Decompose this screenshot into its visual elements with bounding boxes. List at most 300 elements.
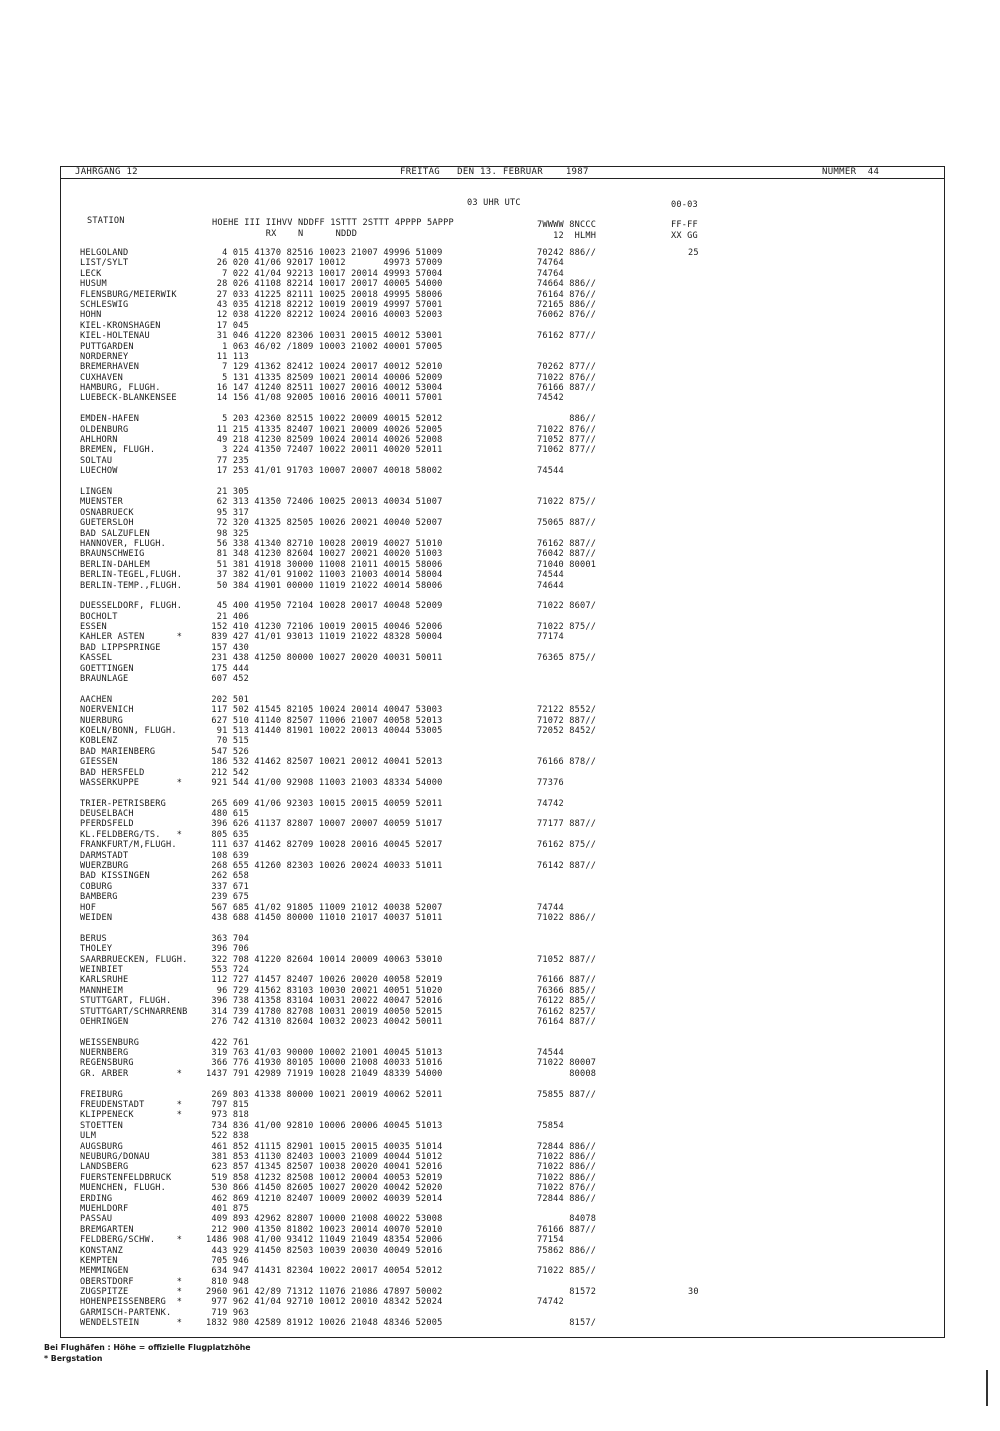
station-data: 422 761 xyxy=(206,1037,249,1048)
gust-value xyxy=(688,1142,699,1152)
weather-groups: 75862 886// xyxy=(537,1245,597,1256)
gust-value xyxy=(688,529,699,539)
station-data: 734 836 41/00 92810 10006 20006 40045 51013 xyxy=(206,1120,443,1131)
station-name: KEMPTEN xyxy=(80,1255,118,1266)
station-data: 262 658 xyxy=(206,871,249,882)
gust-value xyxy=(688,560,699,570)
station-name: HELGOLAND xyxy=(80,248,129,258)
station-data xyxy=(206,591,442,601)
station-data: 461 852 41115 82901 10015 20015 40035 51014 xyxy=(206,1141,443,1152)
gust-value xyxy=(688,684,699,694)
station-data: 1 063 46/02 /1809 10003 21002 40001 57005 xyxy=(206,341,443,352)
weather-groups: 886// xyxy=(537,414,597,425)
weather-groups xyxy=(537,871,596,881)
weather-groups: 81572 xyxy=(537,1287,597,1298)
gust-value xyxy=(688,1183,699,1193)
station-data: 175 444 xyxy=(206,663,249,674)
station-name: MUEHLDORF xyxy=(80,1203,129,1214)
gust-value xyxy=(688,622,699,632)
weather-groups: 76164 887// xyxy=(537,1016,597,1027)
weather-groups: 71022 876// xyxy=(537,372,597,383)
weather-groups xyxy=(537,1027,596,1037)
weather-groups: 8157/ xyxy=(537,1318,597,1329)
station-data: 337 671 xyxy=(206,881,249,892)
gust-value xyxy=(688,1235,699,1245)
station-name: NOERVENICH xyxy=(80,705,134,716)
gust-value xyxy=(688,1246,699,1256)
station-name: WEISSENBURG xyxy=(80,1037,140,1048)
station-name: KOBLENZ xyxy=(80,736,118,747)
station-name: OSNABRUECK xyxy=(80,507,134,518)
station-name: STUTTGART, FLUGH. xyxy=(80,996,172,1007)
footnote-mountain-station: * Bergstation xyxy=(44,1354,103,1363)
gust-value xyxy=(688,279,699,289)
station-data: 438 688 41450 80000 11010 21017 40037 51011 xyxy=(206,913,443,923)
gust-value xyxy=(688,882,699,892)
station-name: HAMBURG, FLUGH. xyxy=(80,383,161,394)
weather-groups: 74544 xyxy=(537,1048,564,1059)
station-data: 265 609 41/06 92303 10015 20015 40059 52011 xyxy=(206,798,443,809)
station-name: BREMEN, FLUGH. xyxy=(80,445,156,456)
station-name: MUENCHEN, FLUGH. xyxy=(80,1183,166,1194)
gust-value xyxy=(688,1308,699,1318)
station-data: 839 427 41/01 93013 11019 21022 48328 50004 xyxy=(206,632,443,643)
station-data: 14 156 41/08 92005 10016 20016 40011 57001 xyxy=(206,393,443,404)
weather-groups xyxy=(537,1204,596,1214)
weather-groups xyxy=(537,643,596,653)
station-data xyxy=(206,923,442,933)
weather-groups: 71022 886// xyxy=(537,1172,597,1183)
station-name xyxy=(80,1079,187,1089)
station-column xyxy=(80,248,187,1329)
station-name: AUGSBURG xyxy=(80,1141,123,1152)
station-data: 95 317 xyxy=(206,507,249,518)
gust-value xyxy=(688,809,699,819)
gust-value xyxy=(688,362,699,372)
station-name: BERLIN-TEGEL,FLUGH. xyxy=(80,570,183,581)
header-rule xyxy=(60,178,944,179)
gust-value xyxy=(688,300,699,310)
gust-value xyxy=(688,986,699,996)
weather-groups xyxy=(537,1256,596,1266)
gust-value xyxy=(688,757,699,767)
station-name: OEHRINGEN xyxy=(80,1016,129,1027)
station-name: ZUGSPITZE * xyxy=(80,1287,183,1298)
gust-value xyxy=(688,1079,699,1089)
weather-column xyxy=(537,248,596,1329)
gust-value xyxy=(688,892,699,902)
station-data: 56 338 41340 82710 10028 20019 40027 51010 xyxy=(206,538,443,549)
station-name: BOCHOLT xyxy=(80,611,118,622)
data-heading-line2: RX N NDDD xyxy=(212,229,358,239)
weather-groups xyxy=(537,747,596,757)
weather-groups: 75855 887// xyxy=(537,1089,597,1100)
weather-groups xyxy=(537,487,596,497)
station-name: WEIDEN xyxy=(80,913,113,923)
weather-groups xyxy=(537,809,596,819)
gust-value xyxy=(688,1214,699,1224)
weather-groups: 71022 886// xyxy=(537,1151,597,1162)
station-name: LUECHOW xyxy=(80,466,118,477)
weather-groups: 76164 876// xyxy=(537,289,597,300)
station-data: 45 400 41950 72104 10028 20017 40048 52009 xyxy=(206,601,443,612)
weather-groups xyxy=(537,321,596,331)
gust-value xyxy=(688,1038,699,1048)
station-data: 70 515 xyxy=(206,736,249,747)
station-name xyxy=(80,404,187,414)
weather-groups xyxy=(537,612,596,622)
station-data: 7 129 41362 82412 10024 20017 40012 52010 xyxy=(206,362,443,373)
gust-value xyxy=(688,736,699,746)
station-name xyxy=(80,923,187,933)
gust-value xyxy=(688,664,699,674)
weather-groups xyxy=(537,352,596,362)
header-date: FREITAG DEN 13. FEBRUAR 1987 xyxy=(400,167,589,177)
station-data: 409 893 42962 82807 10000 21008 40022 53008 xyxy=(206,1214,443,1225)
gust-value xyxy=(688,269,699,279)
station-name: LINGEN xyxy=(80,486,113,497)
weather-heading-line1: 7WWWW 8NCCC xyxy=(537,220,597,230)
weather-groups: 71022 886// xyxy=(537,1162,597,1173)
gust-value xyxy=(688,695,699,705)
weather-groups xyxy=(537,1038,596,1048)
weather-groups: 76166 887// xyxy=(537,383,597,394)
gust-value xyxy=(688,1058,699,1068)
station-data: 21 305 xyxy=(206,486,249,497)
station-name: BREMGARTEN xyxy=(80,1224,134,1235)
station-data: 152 410 41230 72106 10019 20015 40046 52006 xyxy=(206,622,443,633)
weather-groups: 71022 80007 xyxy=(537,1058,597,1069)
station-data: 268 655 41260 82303 10026 20024 40033 51011 xyxy=(206,861,443,872)
gust-value xyxy=(688,1121,699,1131)
station-data xyxy=(206,684,442,694)
station-name: BAD KISSINGEN xyxy=(80,871,150,882)
station-data: 1832 980 42589 81912 10026 21048 48346 52005 xyxy=(206,1318,443,1329)
station-name: REGENSBURG xyxy=(80,1058,134,1069)
station-name: NUERNBERG xyxy=(80,1048,129,1059)
gust-value xyxy=(688,1173,699,1183)
station-name xyxy=(80,591,187,601)
weather-groups: 71062 877// xyxy=(537,445,597,456)
gust-value xyxy=(688,871,699,881)
station-name: BAD SALZUFLEN xyxy=(80,528,150,539)
station-data: 212 900 41350 81802 10023 20014 40070 52010 xyxy=(206,1224,443,1235)
station-data: 3 224 41350 72407 10022 20011 40020 52011 xyxy=(206,445,443,456)
weather-groups: 84078 xyxy=(537,1214,597,1225)
gust-value xyxy=(688,788,699,798)
station-data: 462 869 41210 82407 10009 20002 40039 52014 xyxy=(206,1193,443,1204)
station-name xyxy=(80,1027,187,1037)
station-name: MEMMINGEN xyxy=(80,1266,129,1277)
weather-groups: 74764 xyxy=(537,268,564,279)
station-name: BAMBERG xyxy=(80,892,118,903)
weather-groups xyxy=(537,965,596,975)
header-volume: JAHRGANG 12 xyxy=(75,167,138,177)
weather-groups xyxy=(537,591,596,601)
gust-value xyxy=(688,1194,699,1204)
gust-heading-line1: FF-FF xyxy=(671,220,698,230)
gust-value xyxy=(688,549,699,559)
gust-value xyxy=(688,1131,699,1141)
station-data: 401 875 xyxy=(206,1203,249,1214)
weather-groups: 71040 80001 xyxy=(537,559,597,570)
station-name: AHLHORN xyxy=(80,435,118,446)
station-data: 443 929 41450 82503 10039 20030 40049 52016 xyxy=(206,1245,443,1256)
gust-value xyxy=(688,497,699,507)
station-data xyxy=(206,788,442,798)
station-name: KAHLER ASTEN * xyxy=(80,632,183,643)
gust-value xyxy=(688,975,699,985)
station-data: 522 838 xyxy=(206,1131,249,1142)
report-frame xyxy=(60,166,945,1338)
station-data: 805 635 xyxy=(206,829,249,840)
gust-value xyxy=(688,581,699,591)
station-data: 314 739 41780 82708 10031 20019 40050 52015 xyxy=(206,1006,443,1017)
gust-value xyxy=(688,1162,699,1172)
station-name xyxy=(80,684,187,694)
observation-data-column xyxy=(206,248,442,1329)
gust-value xyxy=(688,861,699,871)
station-data: 108 639 xyxy=(206,850,249,861)
station-data: 381 853 41130 82403 10003 21009 40044 51012 xyxy=(206,1151,443,1162)
gust-value: 25 xyxy=(688,248,699,258)
gust-value xyxy=(688,352,699,362)
weather-groups: 71022 876// xyxy=(537,424,597,435)
station-data: 27 033 41225 82111 10025 20018 49995 58006 xyxy=(206,289,443,300)
station-name: SOLTAU xyxy=(80,455,113,466)
station-data: 12 038 41220 82212 10024 20016 40003 52003 xyxy=(206,310,443,321)
station-data: 276 742 41310 82604 10032 20023 40042 50011 xyxy=(206,1016,443,1027)
weather-groups xyxy=(537,529,596,539)
station-data: 49 218 41230 82509 10024 20014 40026 52008 xyxy=(206,435,443,446)
weather-groups xyxy=(537,1110,596,1120)
station-data xyxy=(206,1027,442,1037)
gust-value xyxy=(688,414,699,424)
station-name: GIESSEN xyxy=(80,757,118,768)
gust-value xyxy=(688,591,699,601)
weather-groups: 76162 875// xyxy=(537,840,597,851)
gust-value xyxy=(688,331,699,341)
station-name: KARLSRUHE xyxy=(80,975,129,986)
weather-groups: 70242 886// xyxy=(537,248,597,258)
station-name: LIST/SYLT xyxy=(80,258,129,269)
station-name: LUEBECK-BLANKENSEE xyxy=(80,393,177,404)
gust-value xyxy=(688,321,699,331)
gust-value xyxy=(688,601,699,611)
station-data: 921 544 41/00 92908 11003 21003 48334 54000 xyxy=(206,777,443,788)
station-data: 37 382 41/01 91002 11003 21003 40014 58004 xyxy=(206,570,443,581)
station-name: WENDELSTEIN * xyxy=(80,1318,183,1329)
scan-edge-mark xyxy=(986,1370,988,1406)
footnote-airports: Bei Flughäfen : Höhe = offizielle Flugplatzhöhe xyxy=(44,1343,251,1352)
gust-value xyxy=(688,1152,699,1162)
station-name: STUTTGART/SCHNARRENB xyxy=(80,1006,188,1017)
weather-groups xyxy=(537,1131,596,1141)
station-name: THOLEY xyxy=(80,944,113,955)
station-name: ESSEN xyxy=(80,622,107,633)
weather-groups xyxy=(537,892,596,902)
gust-value xyxy=(688,1027,699,1037)
station-name xyxy=(80,788,187,798)
gust-value xyxy=(688,903,699,913)
weather-groups xyxy=(537,1100,596,1110)
station-data: 530 866 41450 82605 10027 20020 40042 52020 xyxy=(206,1183,443,1194)
station-data: 553 724 xyxy=(206,964,249,975)
gust-value xyxy=(688,383,699,393)
station-name: OBERSTDORF * xyxy=(80,1276,183,1287)
station-name: TRIER-PETRISBERG xyxy=(80,798,166,809)
station-name: FELDBERG/SCHW. * xyxy=(80,1235,183,1246)
station-name: SAARBRUECKEN, FLUGH. xyxy=(80,954,188,965)
station-name: OLDENBURG xyxy=(80,424,129,435)
weather-groups: 77154 xyxy=(537,1235,564,1246)
station-name: NUERBURG xyxy=(80,715,123,726)
station-data: 28 026 41108 82214 10017 20017 40005 54000 xyxy=(206,279,443,290)
station-data: 705 946 xyxy=(206,1255,249,1266)
gust-value xyxy=(688,258,699,268)
station-name: PUTTGARDEN xyxy=(80,341,134,352)
station-name: BERUS xyxy=(80,933,107,944)
gust-value xyxy=(688,404,699,414)
station-name: GR. ARBER * xyxy=(80,1068,183,1079)
station-data: 157 430 xyxy=(206,642,249,653)
weather-groups xyxy=(537,923,596,933)
station-data: 567 685 41/02 91805 11009 21012 40038 52007 xyxy=(206,902,443,913)
weather-groups: 71052 887// xyxy=(537,954,597,965)
station-data: 396 738 41358 83104 10031 20022 40047 52016 xyxy=(206,996,443,1007)
gust-value xyxy=(688,456,699,466)
station-name: FUERSTENFELDBRUCK xyxy=(80,1172,172,1183)
gust-value xyxy=(688,612,699,622)
weather-groups: 71072 887// xyxy=(537,715,597,726)
station-name: BRAUNSCHWEIG xyxy=(80,549,145,560)
weather-groups: 71022 875// xyxy=(537,497,597,508)
weather-groups xyxy=(537,851,596,861)
gust-value xyxy=(688,539,699,549)
gust-value xyxy=(688,477,699,487)
weather-groups: 74544 xyxy=(537,570,564,581)
weather-groups xyxy=(537,477,596,487)
weather-groups: 75065 887// xyxy=(537,518,597,529)
weather-groups: 76166 887// xyxy=(537,975,597,986)
station-name: BAD HERSFELD xyxy=(80,767,145,778)
gust-value xyxy=(688,913,699,923)
weather-groups xyxy=(537,768,596,778)
gust-value xyxy=(688,1277,699,1287)
gust-value xyxy=(688,1110,699,1120)
station-data: 26 020 41/06 92017 10012 49973 57009 xyxy=(206,258,443,269)
weather-groups xyxy=(537,456,596,466)
station-name: FLENSBURG/MEIERWIK xyxy=(80,289,177,300)
station-data: 31 046 41220 82306 10031 20015 40012 53001 xyxy=(206,331,443,342)
weather-groups: 74544 xyxy=(537,466,564,477)
station-data: 112 727 41457 82407 10026 20020 40058 52019 xyxy=(206,975,443,986)
station-data: 98 325 xyxy=(206,528,249,539)
gust-value xyxy=(688,435,699,445)
gust-column xyxy=(688,248,699,1329)
station-name: KIEL-KRONSHAGEN xyxy=(80,320,161,331)
weather-groups: 74744 xyxy=(537,902,564,913)
gust-value xyxy=(688,632,699,642)
station-name: BERLIN-TEMP.,FLUGH. xyxy=(80,580,183,591)
station-name: LANDSBERG xyxy=(80,1162,129,1173)
station-name: WUERZBURG xyxy=(80,861,129,872)
station-data: 269 803 41338 80000 10021 20019 40062 52011 xyxy=(206,1089,443,1100)
station-data: 547 526 xyxy=(206,746,249,757)
station-data: 212 542 xyxy=(206,767,249,778)
weather-groups xyxy=(537,508,596,518)
weather-groups: 74742 xyxy=(537,798,564,809)
station-data: 239 675 xyxy=(206,892,249,903)
station-name: KL.FELDBERG/TS. * xyxy=(80,829,183,840)
station-data: 11 215 41335 82407 10021 20009 40026 52005 xyxy=(206,424,443,435)
station-name: HOF xyxy=(80,902,97,913)
weather-groups: 76366 885// xyxy=(537,985,597,996)
weather-groups xyxy=(537,674,596,684)
gust-value xyxy=(688,1100,699,1110)
station-name: WASSERKUPPE * xyxy=(80,777,183,788)
weather-groups: 70262 877// xyxy=(537,362,597,373)
station-data: 17 253 41/01 91703 10007 20007 40018 58002 xyxy=(206,466,443,477)
gust-value xyxy=(688,851,699,861)
station-name: BAD LIPPSPRINGE xyxy=(80,642,161,653)
utc-heading: 03 UHR UTC xyxy=(467,198,521,208)
gust-value xyxy=(688,1297,699,1307)
station-data: 1437 791 42989 71919 10028 21049 48339 54000 xyxy=(206,1068,443,1079)
station-name: ERDING xyxy=(80,1193,113,1204)
station-name: MANNHEIM xyxy=(80,985,123,996)
station-name xyxy=(80,477,187,487)
gust-value xyxy=(688,570,699,580)
station-name: KIEL-HOLTENAU xyxy=(80,331,150,342)
weather-groups: 76162 8257/ xyxy=(537,1006,597,1017)
gust-value xyxy=(688,425,699,435)
station-name: HOHENPEISSENBERG * xyxy=(80,1297,183,1308)
weather-groups: 76162 887// xyxy=(537,538,597,549)
station-name: EMDEN-HAFEN xyxy=(80,414,140,425)
weather-groups: 76142 887// xyxy=(537,861,597,872)
weather-groups xyxy=(537,944,596,954)
gust-value xyxy=(688,1318,699,1328)
gust-value xyxy=(688,830,699,840)
station-data: 4 015 41370 82516 10023 21007 49996 51009 xyxy=(206,248,443,258)
station-data: 366 776 41930 80105 10000 21008 40033 51016 xyxy=(206,1058,443,1069)
gust-value xyxy=(688,290,699,300)
station-data: 11 113 xyxy=(206,351,249,362)
gust-value xyxy=(688,373,699,383)
station-name: WEINBIET xyxy=(80,964,123,975)
weather-groups: 72165 886// xyxy=(537,299,597,310)
station-name: AACHEN xyxy=(80,694,113,705)
gust-value xyxy=(688,944,699,954)
weather-groups: 72844 886// xyxy=(537,1193,597,1204)
weather-groups: 80008 xyxy=(537,1068,597,1079)
gust-value xyxy=(688,934,699,944)
station-data: 627 510 41140 82507 11006 21007 40058 52013 xyxy=(206,715,443,726)
gust-value xyxy=(688,705,699,715)
station-data: 117 502 41545 82105 10024 20014 40047 53003 xyxy=(206,705,443,716)
station-data: 91 513 41440 81901 10022 20013 40044 53005 xyxy=(206,725,443,736)
weather-groups: 74742 xyxy=(537,1297,564,1308)
station-name: GUETERSLOH xyxy=(80,518,134,529)
weather-groups: 77174 xyxy=(537,632,564,643)
station-data: 202 501 xyxy=(206,694,249,705)
station-data: 5 131 41335 82509 10021 20014 40006 52009 xyxy=(206,372,443,383)
station-data: 16 147 41240 82511 10027 20016 40012 53004 xyxy=(206,383,443,394)
weather-groups: 74764 xyxy=(537,258,564,269)
gust-value: 30 xyxy=(688,1287,699,1298)
weather-groups: 71022 885// xyxy=(537,1266,597,1277)
